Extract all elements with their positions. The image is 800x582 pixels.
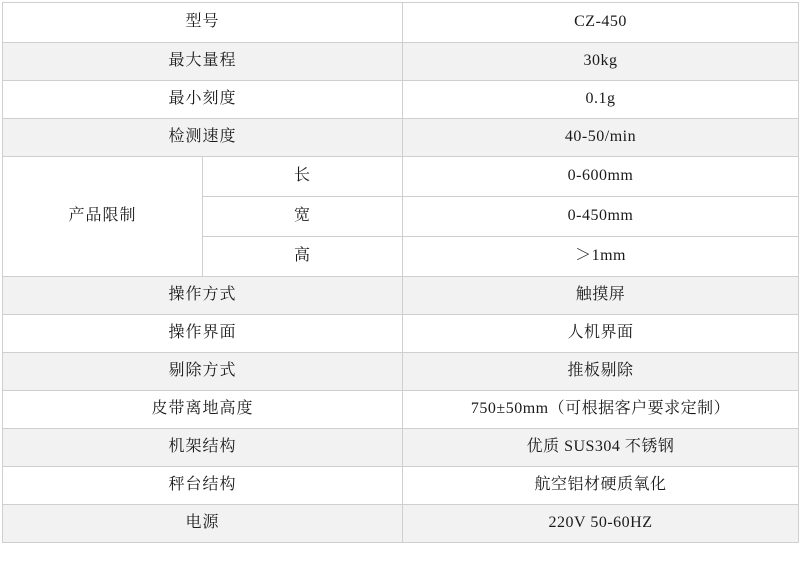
group-sub-label: 高 bbox=[203, 237, 403, 277]
row-value: 0-600mm bbox=[403, 157, 799, 197]
row-label: 电源 bbox=[3, 505, 403, 543]
row-label: 操作方式 bbox=[3, 277, 403, 315]
row-label: 检测速度 bbox=[3, 119, 403, 157]
row-value: CZ-450 bbox=[403, 3, 799, 43]
row-value: 0-450mm bbox=[403, 197, 799, 237]
group-sub-label: 宽 bbox=[203, 197, 403, 237]
table-row bbox=[3, 315, 799, 353]
table-row bbox=[3, 429, 799, 467]
table-row bbox=[3, 119, 799, 157]
row-value: 0.1g bbox=[403, 81, 799, 119]
table-body bbox=[3, 3, 799, 543]
specification-table bbox=[2, 2, 799, 543]
table-row-group-first bbox=[3, 157, 799, 197]
table-row bbox=[3, 391, 799, 429]
table-row bbox=[3, 277, 799, 315]
row-label: 皮带离地高度 bbox=[3, 391, 403, 429]
row-value: 220V 50-60HZ bbox=[403, 505, 799, 543]
table-row bbox=[3, 467, 799, 505]
table-row bbox=[3, 81, 799, 119]
table-row bbox=[3, 43, 799, 81]
row-value: 推板剔除 bbox=[403, 353, 799, 391]
row-value: 优质 SUS304 不锈钢 bbox=[403, 429, 799, 467]
row-value: 航空铝材硬质氧化 bbox=[403, 467, 799, 505]
table-row bbox=[3, 353, 799, 391]
row-value: 40-50/min bbox=[403, 119, 799, 157]
row-label: 操作界面 bbox=[3, 315, 403, 353]
table-row bbox=[3, 3, 799, 43]
row-value: 750±50mm（可根据客户要求定制） bbox=[403, 391, 799, 429]
table-row bbox=[3, 505, 799, 543]
row-value: 30kg bbox=[403, 43, 799, 81]
row-label: 机架结构 bbox=[3, 429, 403, 467]
group-label: 产品限制 bbox=[3, 157, 203, 277]
row-label: 剔除方式 bbox=[3, 353, 403, 391]
row-value: 触摸屏 bbox=[403, 277, 799, 315]
row-label: 最大量程 bbox=[3, 43, 403, 81]
row-label: 最小刻度 bbox=[3, 81, 403, 119]
group-sub-label: 长 bbox=[203, 157, 403, 197]
row-label: 型号 bbox=[3, 3, 403, 43]
row-value: 人机界面 bbox=[403, 315, 799, 353]
row-label: 秤台结构 bbox=[3, 467, 403, 505]
row-value: ＞1mm bbox=[403, 237, 799, 277]
